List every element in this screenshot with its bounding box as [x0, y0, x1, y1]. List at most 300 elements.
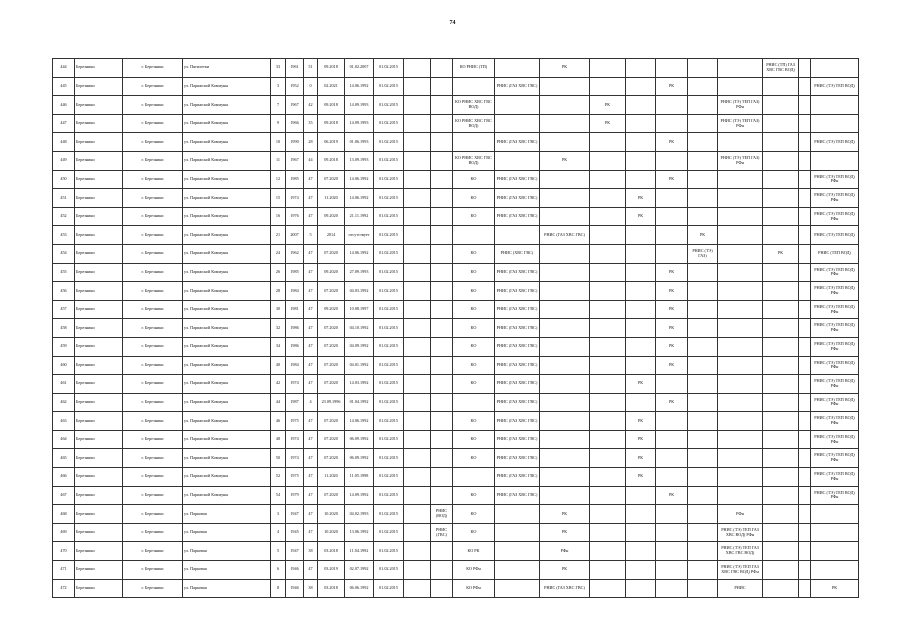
cell-service-1	[404, 114, 431, 133]
cell-service-11	[763, 486, 799, 505]
cell-service-13: РНИС (ТЭ) ТЕП ВОД) РФн	[811, 486, 859, 505]
cell-service-10: РНИС (ТЭ) ТЕП ГАЗ ХВС ГВС ВОД) РФн	[718, 561, 763, 580]
cell-service-4: РНИС (ГАЗ ХВС ГВС)	[495, 300, 540, 319]
cell-service-8: РК	[656, 282, 688, 301]
cell-n: 465	[53, 449, 75, 468]
cell-service-10	[718, 170, 763, 189]
cell-wear: 28	[304, 133, 318, 152]
table-row	[53, 96, 859, 115]
cell-house: 3	[271, 505, 286, 524]
cell-service-8	[656, 430, 688, 449]
cell-service-12	[799, 393, 811, 412]
cell-service-11	[763, 505, 799, 524]
cell-service-13: РНИС (ТЭ) ТЕП ВОД)	[811, 133, 859, 152]
cell-service-12	[799, 77, 811, 96]
cell-service-3: КО	[453, 263, 495, 282]
cell-service-8	[656, 151, 688, 170]
cell-year: 1975	[286, 412, 304, 431]
cell-service-12	[799, 300, 811, 319]
cell-c3: 01.02.2015	[374, 170, 404, 189]
cell-service-9: РНИС (ТЭ) ГАЗ)	[688, 244, 718, 263]
cell-service-6	[590, 375, 626, 394]
cell-city: г. Березники	[123, 505, 183, 524]
cell-n: 472	[53, 579, 75, 598]
cell-c2: 01.02.2007	[345, 59, 374, 78]
cell-service-10: РНИС	[718, 579, 763, 598]
cell-service-2	[431, 151, 453, 170]
cell-service-10	[718, 319, 763, 338]
cell-service-8: РК	[656, 356, 688, 375]
cell-service-8: РК	[656, 170, 688, 189]
cell-service-2: РНИС (ГВС)	[431, 523, 453, 542]
cell-street: ул. Парижской Коммуны	[183, 133, 271, 152]
table-row	[53, 207, 859, 226]
cell-service-9	[688, 151, 718, 170]
cell-service-7	[626, 114, 656, 133]
cell-c2: 01.06.1993	[345, 133, 374, 152]
cell-service-2	[431, 337, 453, 356]
cell-wear: 0	[304, 77, 318, 96]
cell-service-12	[799, 412, 811, 431]
cell-n: 462	[53, 393, 75, 412]
cell-c2: 14.06.1992	[345, 412, 374, 431]
cell-service-12	[799, 226, 811, 245]
cell-service-10	[718, 263, 763, 282]
cell-c1: 09.2020	[318, 300, 345, 319]
cell-service-7: РК	[626, 468, 656, 487]
cell-c1: 06.2019	[318, 133, 345, 152]
cell-house: 8	[271, 579, 286, 598]
cell-service-2	[431, 133, 453, 152]
cell-service-3: КО	[453, 300, 495, 319]
cell-service-8	[656, 226, 688, 245]
cell-service-10	[718, 226, 763, 245]
cell-service-5	[540, 412, 590, 431]
cell-service-13: РНИС (ТЭ) ТЕП ВОД) РФн	[811, 449, 859, 468]
cell-service-2	[431, 244, 453, 263]
cell-service-7	[626, 542, 656, 561]
cell-city: г. Березники	[123, 226, 183, 245]
cell-service-7	[626, 523, 656, 542]
cell-year: 1967	[286, 96, 304, 115]
cell-n: 458	[53, 319, 75, 338]
cell-wear: 47	[304, 468, 318, 487]
cell-service-6	[590, 300, 626, 319]
cell-service-10	[718, 486, 763, 505]
cell-service-12	[799, 468, 811, 487]
cell-service-3: КО	[453, 356, 495, 375]
cell-service-10: РНИС (ТЭ) ТЕП ГАЗ) РФн	[718, 151, 763, 170]
page-number: 74	[449, 20, 456, 26]
cell-service-7	[626, 486, 656, 505]
cell-service-2	[431, 393, 453, 412]
cell-district: Березники	[75, 77, 123, 96]
cell-house: 15	[271, 189, 286, 208]
cell-c3: 01.02.2015	[374, 151, 404, 170]
table-row	[53, 505, 859, 524]
cell-service-11	[763, 337, 799, 356]
cell-service-11	[763, 375, 799, 394]
cell-c1: 10.2020	[318, 505, 345, 524]
table-row	[53, 226, 859, 245]
cell-service-4	[495, 114, 540, 133]
cell-c1: 10.2020	[318, 523, 345, 542]
cell-n: 466	[53, 468, 75, 487]
cell-year: 1947	[286, 542, 304, 561]
cell-c2: 04.03.1992	[345, 282, 374, 301]
cell-service-2	[431, 449, 453, 468]
cell-district: Березники	[75, 96, 123, 115]
cell-street: ул. Парижской Коммуны	[183, 319, 271, 338]
cell-c1: 07.2020	[318, 170, 345, 189]
cell-c1: 03.2019	[318, 561, 345, 580]
cell-service-10	[718, 207, 763, 226]
cell-service-2: РНИС (ВОД)	[431, 505, 453, 524]
cell-c3: 01.02.2015	[374, 226, 404, 245]
cell-district: Березники	[75, 449, 123, 468]
cell-c3: 01.02.2015	[374, 468, 404, 487]
cell-c2: 11.05.1998	[345, 468, 374, 487]
cell-service-6	[590, 282, 626, 301]
cell-service-9	[688, 170, 718, 189]
cell-year: 1974	[286, 375, 304, 394]
cell-service-13: РНИС (ТЭ) ТЕП ВОД) РФн	[811, 189, 859, 208]
cell-year: 1987	[286, 393, 304, 412]
cell-service-5	[540, 356, 590, 375]
cell-wear: 47	[304, 561, 318, 580]
cell-c3: 01.02.2015	[374, 542, 404, 561]
cell-year: 1947	[286, 505, 304, 524]
cell-wear: 4	[304, 393, 318, 412]
cell-service-13: РНИС (ТЭ) ТЕП ВОД) РФн	[811, 282, 859, 301]
cell-house: 34	[271, 337, 286, 356]
cell-service-9	[688, 59, 718, 78]
cell-district: Березники	[75, 468, 123, 487]
cell-service-11	[763, 170, 799, 189]
cell-street: ул. Парижской Коммуны	[183, 300, 271, 319]
cell-service-9	[688, 486, 718, 505]
cell-service-11	[763, 430, 799, 449]
table-row	[53, 59, 859, 78]
cell-service-8	[656, 449, 688, 468]
cell-wear: 47	[304, 523, 318, 542]
cell-service-11	[763, 468, 799, 487]
cell-city: г. Березники	[123, 263, 183, 282]
cell-c2: 13.09.1993	[345, 151, 374, 170]
cell-year: 1976	[286, 207, 304, 226]
cell-service-8	[656, 468, 688, 487]
cell-c1: 07.2020	[318, 486, 345, 505]
cell-service-13: РК	[811, 579, 859, 598]
table-row	[53, 244, 859, 263]
cell-service-4: РНИС (ГАЗ ХВС ГВС)	[495, 375, 540, 394]
cell-service-9	[688, 189, 718, 208]
cell-service-4: РНИС (ХВС ГВС)	[495, 244, 540, 263]
cell-service-4	[495, 96, 540, 115]
cell-service-7	[626, 561, 656, 580]
cell-service-5	[540, 337, 590, 356]
cell-service-13: РНИС (ТЭ) ТЕП ВОД) РФн	[811, 356, 859, 375]
cell-district: Березники	[75, 151, 123, 170]
cell-street: ул. Парижской Коммуны	[183, 77, 271, 96]
cell-house: 28	[271, 282, 286, 301]
cell-service-2	[431, 300, 453, 319]
cell-service-1	[404, 282, 431, 301]
cell-service-13: РНИС (ТЭ) ТЕП ВОД)	[811, 226, 859, 245]
cell-service-8	[656, 375, 688, 394]
cell-c1: 23.09.1996	[318, 393, 345, 412]
cell-n: 444	[53, 59, 75, 78]
cell-service-11	[763, 189, 799, 208]
cell-district: Березники	[75, 244, 123, 263]
cell-year: 1974	[286, 189, 304, 208]
cell-service-12	[799, 430, 811, 449]
cell-service-6	[590, 207, 626, 226]
cell-n: 460	[53, 356, 75, 375]
cell-service-1	[404, 579, 431, 598]
cell-city: г. Березники	[123, 59, 183, 78]
cell-c1: 09.2018	[318, 151, 345, 170]
cell-service-9	[688, 542, 718, 561]
cell-service-7: РК	[626, 207, 656, 226]
cell-service-4	[495, 151, 540, 170]
cell-service-4: РНИС (ГАЗ ХВС ГВС)	[495, 189, 540, 208]
cell-c2: 04.02.1993	[345, 505, 374, 524]
cell-service-3: КО	[453, 486, 495, 505]
cell-wear: 38	[304, 579, 318, 598]
cell-n: 447	[53, 114, 75, 133]
cell-district: Березники	[75, 300, 123, 319]
cell-street: ул. Парижской Коммуны	[183, 263, 271, 282]
cell-service-4: РНИС (ГАЗ ХВС ГВС)	[495, 170, 540, 189]
cell-c1: 03.2018	[318, 579, 345, 598]
cell-service-6	[590, 337, 626, 356]
cell-city: г. Березники	[123, 244, 183, 263]
cell-service-7	[626, 319, 656, 338]
cell-service-5	[540, 430, 590, 449]
cell-service-12	[799, 356, 811, 375]
cell-service-13: РНИС (ТЭ) ТЕП ВОД) РФн	[811, 393, 859, 412]
cell-year: 1945	[286, 523, 304, 542]
cell-c2: отсутствует	[345, 226, 374, 245]
cell-street: ул. Парижской Коммуны	[183, 226, 271, 245]
cell-service-10	[718, 59, 763, 78]
cell-c3: 01.02.2015	[374, 300, 404, 319]
cell-c3: 01.02.2015	[374, 319, 404, 338]
cell-service-9	[688, 319, 718, 338]
cell-service-5	[540, 189, 590, 208]
cell-n: 468	[53, 505, 75, 524]
cell-service-8	[656, 505, 688, 524]
table-row	[53, 114, 859, 133]
cell-c1: 07.2020	[318, 430, 345, 449]
cell-service-11	[763, 542, 799, 561]
cell-service-4	[495, 579, 540, 598]
cell-service-11	[763, 282, 799, 301]
cell-service-2	[431, 96, 453, 115]
table-row	[53, 151, 859, 170]
cell-service-9	[688, 561, 718, 580]
cell-service-12	[799, 375, 811, 394]
cell-service-4: РНИС (ГАЗ ХВС ГВС)	[495, 468, 540, 487]
cell-city: г. Березники	[123, 356, 183, 375]
cell-service-13	[811, 542, 859, 561]
table-row	[53, 523, 859, 542]
cell-house: 30	[271, 300, 286, 319]
cell-c2: 04.10.1992	[345, 319, 374, 338]
cell-c1: 07.2020	[318, 337, 345, 356]
cell-wear: 47	[304, 375, 318, 394]
cell-service-8	[656, 412, 688, 431]
cell-service-11	[763, 263, 799, 282]
cell-street: ул. Парижской Коммуны	[183, 393, 271, 412]
cell-service-9	[688, 523, 718, 542]
cell-service-5	[540, 263, 590, 282]
cell-service-6	[590, 189, 626, 208]
cell-service-7: РК	[626, 412, 656, 431]
cell-c3: 01.02.2015	[374, 96, 404, 115]
cell-c2: 06.09.1992	[345, 449, 374, 468]
cell-service-11	[763, 393, 799, 412]
cell-service-7: РК	[626, 375, 656, 394]
cell-district: Березники	[75, 542, 123, 561]
cell-service-2	[431, 356, 453, 375]
cell-service-1	[404, 207, 431, 226]
cell-service-3	[453, 133, 495, 152]
cell-service-12	[799, 59, 811, 78]
cell-district: Березники	[75, 226, 123, 245]
cell-service-9	[688, 133, 718, 152]
cell-service-12	[799, 133, 811, 152]
cell-c3: 01.02.2015	[374, 207, 404, 226]
table-row	[53, 561, 859, 580]
cell-year: 1986	[286, 337, 304, 356]
cell-n: 463	[53, 412, 75, 431]
cell-c3: 01.02.2015	[374, 430, 404, 449]
cell-c1: 09.2018	[318, 114, 345, 133]
cell-wear: 47	[304, 449, 318, 468]
cell-service-9	[688, 114, 718, 133]
cell-service-13	[811, 114, 859, 133]
cell-city: г. Березники	[123, 96, 183, 115]
cell-wear: 47	[304, 430, 318, 449]
cell-service-11	[763, 133, 799, 152]
cell-c3: 01.02.2015	[374, 393, 404, 412]
cell-district: Березники	[75, 337, 123, 356]
cell-n: 452	[53, 207, 75, 226]
cell-service-11	[763, 151, 799, 170]
cell-service-1	[404, 151, 431, 170]
cell-service-13: РНИС (ТЭ) ТЕП ВОД) РФн	[811, 468, 859, 487]
cell-service-3: КО	[453, 282, 495, 301]
cell-service-3: КО РНИС (ТП)	[453, 59, 495, 78]
cell-c2: 13.06.1992	[345, 523, 374, 542]
cell-service-5: РНИС (ГАЗ ХВС ГВС)	[540, 579, 590, 598]
table-row	[53, 282, 859, 301]
cell-year: 1966	[286, 114, 304, 133]
cell-service-1	[404, 523, 431, 542]
cell-service-10	[718, 189, 763, 208]
cell-service-12	[799, 96, 811, 115]
cell-service-4: РНИС (ГАЗ ХВС ГВС)	[495, 356, 540, 375]
cell-city: г. Березники	[123, 449, 183, 468]
cell-house: 44	[271, 393, 286, 412]
cell-service-9	[688, 77, 718, 96]
cell-service-6	[590, 319, 626, 338]
cell-service-13: РНИС (ТЕП ВОД)	[811, 244, 859, 263]
cell-house: 54	[271, 486, 286, 505]
cell-service-13	[811, 96, 859, 115]
cell-city: г. Березники	[123, 337, 183, 356]
cell-service-13: РНИС (ТЭ) ТЕП ВОД) РФн	[811, 170, 859, 189]
cell-c2: 14.06.1992	[345, 244, 374, 263]
cell-service-5	[540, 207, 590, 226]
cell-house: 7	[271, 96, 286, 115]
cell-service-2	[431, 226, 453, 245]
cell-c1: 02.2021	[318, 77, 345, 96]
cell-service-2	[431, 77, 453, 96]
table-row	[53, 430, 859, 449]
cell-city: г. Березники	[123, 430, 183, 449]
cell-service-8: РК	[656, 337, 688, 356]
cell-service-1	[404, 244, 431, 263]
cell-service-4: РНИС (ГАЗ ХВС ГВС)	[495, 133, 540, 152]
cell-service-1	[404, 449, 431, 468]
cell-service-4: РНИС (ГАЗ ХВС ГВС)	[495, 449, 540, 468]
cell-service-2	[431, 542, 453, 561]
cell-service-6	[590, 468, 626, 487]
cell-n: 461	[53, 375, 75, 394]
table-row	[53, 133, 859, 152]
cell-district: Березники	[75, 282, 123, 301]
cell-city: г. Березники	[123, 523, 183, 542]
cell-service-4: РНИС (ГАЗ ХВС ГВС)	[495, 412, 540, 431]
cell-service-7	[626, 96, 656, 115]
cell-service-5	[540, 244, 590, 263]
cell-service-3: КО	[453, 430, 495, 449]
cell-c1: 09.2020	[318, 263, 345, 282]
cell-wear: 47	[304, 244, 318, 263]
cell-service-12	[799, 337, 811, 356]
cell-service-3: КО	[453, 189, 495, 208]
table-row	[53, 189, 859, 208]
cell-service-8	[656, 114, 688, 133]
cell-year: 1984	[286, 356, 304, 375]
cell-service-6	[590, 77, 626, 96]
cell-c3: 01.02.2015	[374, 263, 404, 282]
cell-city: г. Березники	[123, 133, 183, 152]
cell-wear: 47	[304, 207, 318, 226]
housing-register-table	[52, 58, 859, 598]
cell-street: ул. Парковая	[183, 523, 271, 542]
cell-c2: 14.06.1992	[345, 77, 374, 96]
cell-city: г. Березники	[123, 114, 183, 133]
table-row	[53, 393, 859, 412]
cell-wear: 47	[304, 337, 318, 356]
cell-c1: 07.2020	[318, 356, 345, 375]
cell-service-3: КО	[453, 337, 495, 356]
cell-c1: 2014	[318, 226, 345, 245]
cell-service-5: РК	[540, 523, 590, 542]
cell-service-6: РК	[590, 114, 626, 133]
cell-service-11: РНИС (ТП) ГАЗ ХВС ГВС ВОД)	[763, 59, 799, 78]
cell-service-4: РНИС (ГАЗ ХВС ГВС)	[495, 337, 540, 356]
cell-n: 446	[53, 96, 75, 115]
cell-service-2	[431, 282, 453, 301]
cell-service-12	[799, 263, 811, 282]
cell-house: 40	[271, 356, 286, 375]
cell-service-6	[590, 244, 626, 263]
